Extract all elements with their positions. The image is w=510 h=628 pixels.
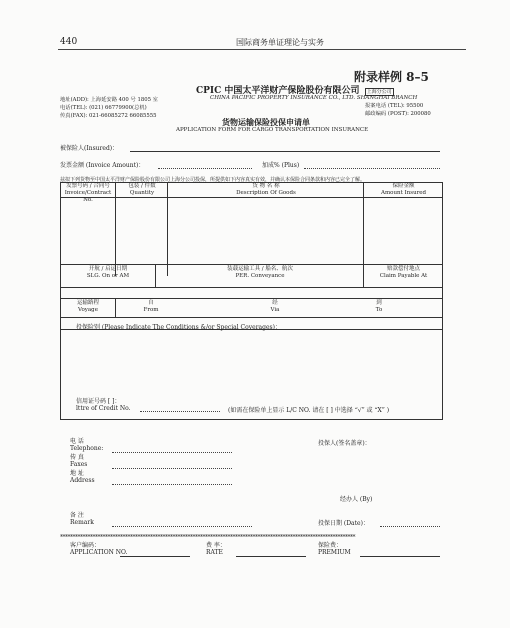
premium-label: 保险费： PREMIUM [318, 542, 351, 556]
agent-label: 经办人 (By) [340, 496, 373, 503]
invoice-amount-label: 发票金额 (Invoice Amount)： [60, 162, 145, 169]
sailing-label: 开航 / 启运日期 SLG. On or AM [86, 266, 130, 279]
coverage-label: 投保险别 (Please Indicate The Conditions &/or Special Coverages)： [76, 324, 281, 331]
fax-field[interactable] [112, 468, 232, 469]
plus-label: 加成% (Plus) [262, 162, 300, 169]
company-fax: 传真(FAX): 021-66085272 66085555 [60, 113, 157, 119]
company-name-text: CPIC 中国太平洋财产保险股份有限公司 [196, 86, 360, 96]
telephone-field[interactable] [112, 452, 232, 453]
from-label: 自 From [143, 300, 159, 313]
company-address: 地址(ADD): 上海延安路 400 号 1805 室 [60, 97, 158, 103]
amount-header: 保险金额 Amount Insured [380, 183, 427, 196]
address-label: 地 址 Address [70, 470, 95, 484]
credit-note: (如需在保险单上显示 L/C NO. 请在 [ ] 中选择 “√” 或 “X” ) [228, 407, 390, 414]
address-field[interactable] [112, 484, 232, 485]
separator-stars: ********************************************************************************************************************** [60, 534, 355, 541]
description-header: 货 物 名 称 Description Of Goods [236, 183, 296, 196]
apply-date-label: 投保日期 (Date)： [318, 520, 369, 527]
rate-label: 费 率： RATE [206, 542, 226, 556]
customer-no-label: 客户编码： APPLICATION NO. [70, 542, 128, 556]
branch-tag: 上海分公司 [366, 89, 392, 95]
credit-label: 信用证号码 [ ]： lttre of Credit No. [76, 398, 131, 412]
quantity-header: 包装 / 件数 Quantity [128, 183, 156, 196]
book-title: 国际商务单证理论与实务 [236, 38, 324, 47]
insured-label: 被保险人(Insured)： [60, 145, 119, 152]
voyage-label: 运输路程 Voyage [76, 300, 99, 313]
credit-field[interactable] [140, 411, 220, 412]
appendix-label: 附录样例 8–5 [354, 70, 429, 84]
invoice-amount-field[interactable] [158, 168, 252, 169]
form-title-en: APPLICATION FORM FOR CARGO TRANSPORTATION INSURANCE [176, 127, 369, 133]
conveyance-label: 装载运输工具 / 船名、航次 PER. Conveyance [227, 266, 293, 279]
plus-field[interactable] [304, 168, 440, 169]
post-code: 邮政编码 (POST): 200080 [365, 111, 431, 117]
company-tel: 电话(TEL): (021) 66779900(总机) [60, 105, 147, 111]
company-claim-info [365, 102, 431, 118]
remark-field[interactable] [112, 526, 252, 527]
fax-label: 传 真 Faxes [70, 454, 88, 468]
remark-label: 备 注 Remark [70, 512, 94, 526]
apply-date-field[interactable] [380, 526, 440, 527]
declaration-notice: 兹拟下列货物至中国太平洋财产保险股份有限公司上海分公司投保，所提供如下内容真实有效，并确认本保险合同条款和内容已完全了解。 [60, 177, 366, 183]
via-label: 经 Via [270, 300, 280, 313]
invoice-header: 发票号码 / 合同号 Invoice/Contract No. [64, 183, 112, 203]
insured-field[interactable] [130, 151, 440, 152]
applicant-label: 投保人(签名盖章)： [318, 440, 371, 447]
page-number: 440 [60, 37, 78, 47]
rate-field[interactable] [236, 556, 306, 557]
company-contacts [60, 96, 158, 120]
premium-field[interactable] [360, 556, 440, 557]
to-label: 到 To [375, 300, 383, 313]
claim-tel: 报案电话 (TEL): 95500 [365, 103, 424, 109]
claim-label: 赔款偿付地点 Claim Payable At [379, 266, 428, 279]
company-name-en: CHINA PACIFIC PROPERTY INSURANCE CO., LTD. SHANGHAI BRANCH [210, 95, 418, 101]
customer-no-field[interactable] [120, 556, 190, 557]
form-title: 货物运输保险投保申请单 [222, 117, 310, 127]
header-rule [58, 49, 466, 50]
telephone-label: 电 话 Telephone: [70, 438, 104, 452]
